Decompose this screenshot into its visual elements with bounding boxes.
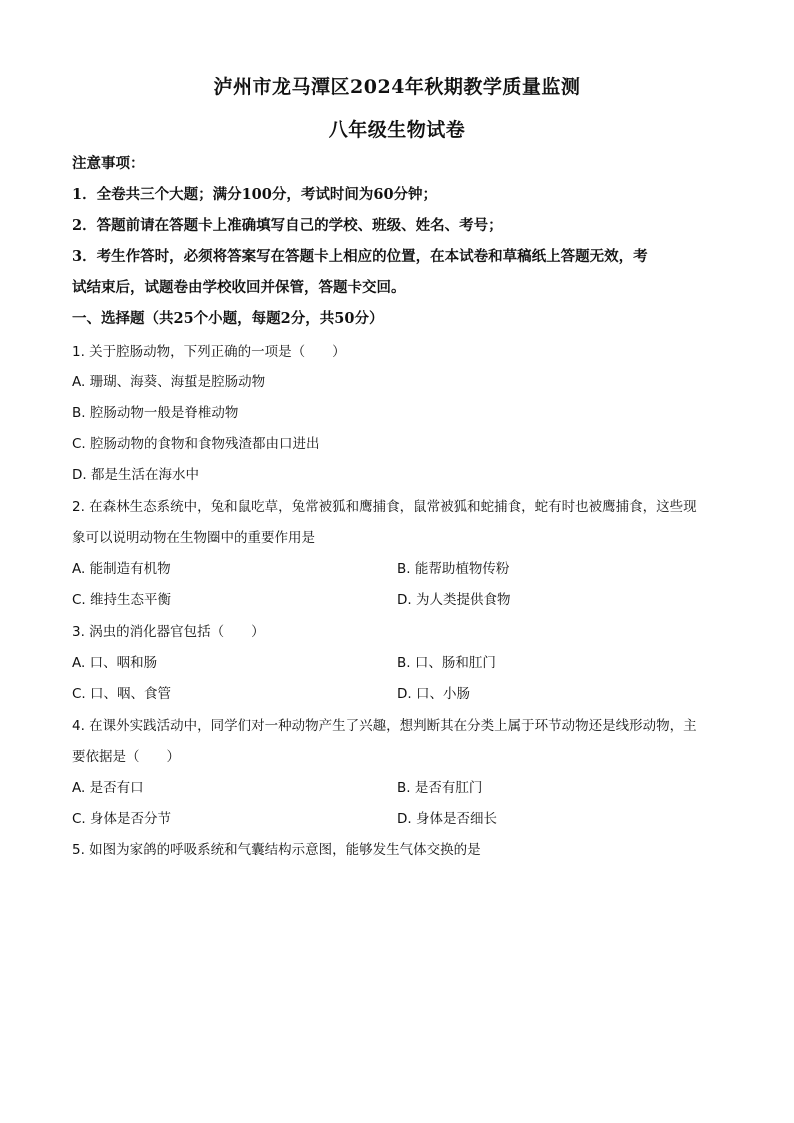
question-2-option-b: B. 能帮助植物传粉 (397, 561, 510, 577)
question-1-option-b: B. 腔肠动物一般是脊椎动物 (72, 405, 239, 421)
question-2-option-a: A. 能制造有机物 (72, 561, 171, 577)
notice-item-2: 2．答题前请在答题卡上准确填写自己的学校、班级、姓名、考号； (72, 217, 503, 234)
question-2-option-d: D. 为人类提供食物 (397, 592, 511, 608)
section-heading: 一、选择题（共25个小题，每题2分，共50分） (72, 310, 384, 327)
question-4-option-b: B. 是否有肛门 (397, 780, 483, 796)
question-4-option-c: C. 身体是否分节 (72, 811, 172, 827)
question-5-stem: 5. 如图为家鸽的呼吸系统和气囊结构示意图，能够发生气体交换的是 (72, 842, 481, 858)
question-1-option-c: C. 腔肠动物的食物和食物残渣都由口进出 (72, 436, 320, 452)
question-3-option-b: B. 口、肠和肛门 (397, 655, 496, 671)
question-1-stem: 1. 关于腔肠动物，下列正确的一项是（ ） (72, 344, 346, 360)
question-3-option-d: D. 口、小肠 (397, 686, 470, 702)
question-1-option-d: D. 都是生活在海水中 (72, 467, 199, 483)
question-4-option-a: A. 是否有口 (72, 780, 144, 796)
question-2-option-c: C. 维持生态平衡 (72, 592, 172, 608)
question-4-stem: 4. 在课外实践活动中，同学们对一种动物产生了兴趣，想判断其在分类上属于环节动物还是线形动物，主 (72, 718, 697, 734)
notice-heading: 注意事项： (72, 155, 145, 172)
notice-item-3-cont: 试结束后，试题卷由学校收回并保管，答题卡交回。 (72, 279, 406, 296)
question-4-stem-cont: 要依据是（ ） (72, 749, 180, 765)
question-3-option-c: C. 口、咽、食管 (72, 686, 172, 702)
question-4-option-d: D. 身体是否细长 (397, 811, 497, 827)
exam-title: 泸州市龙马潭区2024年秋期教学质量监测 (213, 76, 581, 98)
question-2-stem: 2. 在森林生态系统中，兔和鼠吃草，兔常被狐和鹰捕食，鼠常被狐和蛇捕食，蛇有时也被鹰捕食，这些现 (72, 499, 697, 515)
question-2-stem-cont: 象可以说明动物在生物圈中的重要作用是 (72, 530, 315, 546)
notice-item-1: 1．全卷共三个大题；满分100分，考试时间为60分钟； (72, 186, 438, 203)
question-1-option-a: A. 珊瑚、海葵、海蜇是腔肠动物 (72, 374, 266, 390)
notice-item-3: 3．考生作答时，必须将答案写在答题卡上相应的位置，在本试卷和草稿纸上答题无效，考 (72, 248, 648, 265)
question-3-option-a: A. 口、咽和肠 (72, 655, 158, 671)
question-3-stem: 3. 涡虫的消化器官包括（ ） (72, 624, 265, 640)
exam-subtitle: 八年级生物试卷 (328, 119, 466, 141)
